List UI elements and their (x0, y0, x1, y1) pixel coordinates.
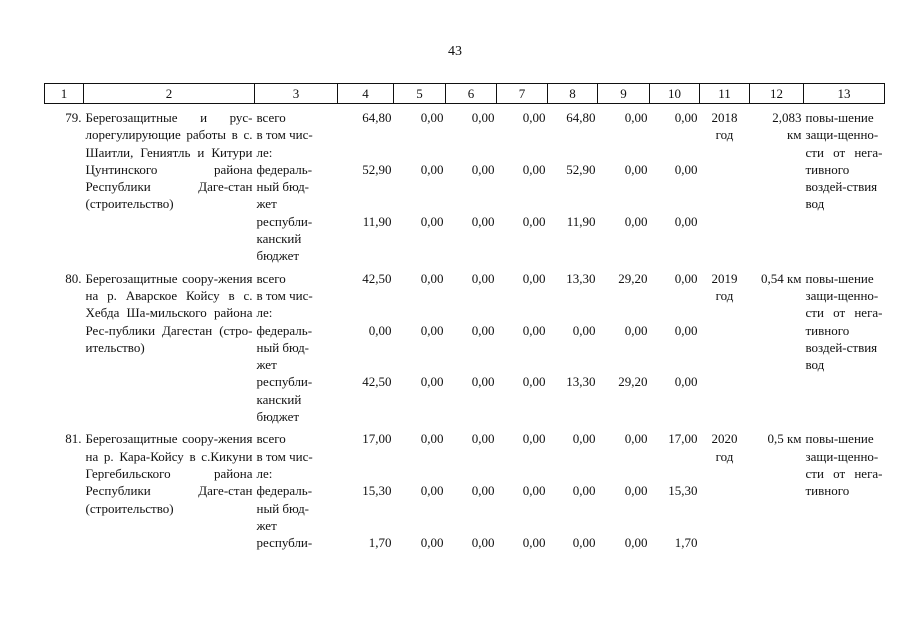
amount-total: 0,00 (624, 110, 648, 125)
amount-federal: 0,00 (624, 483, 648, 499)
table-row (45, 109, 885, 265)
amount-federal: 0,00 (420, 322, 444, 338)
amount-republic: 0,00 (674, 213, 698, 229)
funding-source-line: республи- (256, 535, 313, 551)
amount-cell (650, 270, 700, 426)
column-header: 9 (598, 84, 650, 104)
amount-total: 42,50 (362, 270, 392, 286)
row-index: 81. (65, 431, 82, 447)
column-header: 5 (394, 84, 446, 104)
funding-source-line: ный бюд- (256, 179, 310, 195)
completion-year-line: год (715, 448, 734, 464)
amount-total: 0,00 (420, 110, 444, 125)
amount-federal: 0,00 (420, 161, 444, 177)
amount-republic: 0,00 (420, 374, 444, 390)
amount-federal: 0,00 (624, 322, 648, 338)
amount-republic: 0,00 (522, 374, 546, 390)
amount-republic: 0,00 (471, 213, 495, 229)
funding-source (255, 109, 338, 265)
amount-republic: 0,00 (624, 535, 648, 551)
funding-source-line: федераль- (256, 483, 313, 499)
amount-cell (394, 270, 446, 426)
funding-source (255, 430, 338, 551)
amount-cell (598, 109, 650, 265)
completion-year-line: 2019 (711, 270, 738, 286)
funding-source-line: ле: (256, 305, 273, 321)
amount-total: 64,80 (362, 110, 392, 125)
amount-federal: 0,00 (674, 161, 698, 177)
capacity (750, 430, 804, 551)
completion-year-line: год (715, 287, 734, 303)
amount-federal: 0,00 (522, 161, 546, 177)
funding-source-line: в том чис- (256, 127, 313, 143)
column-header: 11 (700, 84, 750, 104)
column-header: 2 (84, 84, 255, 104)
funding-source-line: жет (256, 517, 277, 533)
funding-source-line: бюджет (256, 248, 300, 264)
funding-source-line: всего (256, 110, 286, 125)
column-header: 6 (446, 84, 497, 104)
column-header: 13 (804, 84, 885, 104)
amount-federal: 0,00 (572, 322, 596, 338)
funding-source-line: всего (256, 270, 286, 286)
completion-year-line: 2018 (711, 110, 738, 125)
amount-federal: 0,00 (471, 483, 495, 499)
amount-cell (394, 109, 446, 265)
amount-total: 17,00 (362, 431, 392, 447)
amount-cell (650, 430, 700, 551)
capacity-line: км (786, 127, 802, 143)
amount-cell (497, 109, 548, 265)
table-row (45, 430, 885, 551)
amount-federal: 52,90 (566, 161, 596, 177)
completion-year (700, 430, 750, 551)
completion-year (700, 109, 750, 265)
amount-republic: 0,00 (572, 535, 596, 551)
header-row (45, 84, 885, 104)
funding-source-line: федераль- (256, 161, 313, 177)
capacity (750, 270, 804, 426)
amount-total: 0,00 (572, 431, 596, 447)
amount-cell (548, 109, 598, 265)
amount-cell (338, 430, 394, 551)
amount-federal: 0,00 (674, 322, 698, 338)
row-index: 80. (65, 270, 82, 286)
amount-total: 0,00 (420, 431, 444, 447)
funding-source-line: в том чис- (256, 287, 313, 303)
funding-source-line: федераль- (256, 322, 313, 338)
funding-source-line: ле: (256, 465, 273, 481)
amount-cell (497, 270, 548, 426)
amount-cell (394, 430, 446, 551)
amount-republic: 0,00 (674, 374, 698, 390)
amount-cell (548, 430, 598, 551)
amount-total: 13,30 (566, 270, 596, 286)
funding-source-line: жет (256, 196, 277, 212)
completion-year-line: год (715, 127, 734, 143)
amount-federal: 0,00 (522, 322, 546, 338)
amount-republic: 1,70 (368, 535, 392, 551)
amount-total: 0,00 (471, 110, 495, 125)
amount-cell (446, 270, 497, 426)
capacity-line: 0,5 км (767, 431, 802, 447)
purpose: повы-шение защи-щенно-сти от нега-тивного (805, 431, 883, 499)
amount-federal: 0,00 (624, 161, 648, 177)
column-header: 10 (650, 84, 700, 104)
program-table (44, 83, 885, 551)
funding-source (255, 270, 338, 426)
amount-total: 17,00 (668, 431, 698, 447)
amount-cell (598, 430, 650, 551)
amount-cell (446, 109, 497, 265)
column-header: 1 (45, 84, 84, 104)
funding-source-line: в том чис- (256, 448, 313, 464)
column-header: 7 (497, 84, 548, 104)
amount-federal: 0,00 (471, 161, 495, 177)
amount-total: 0,00 (674, 110, 698, 125)
amount-federal: 0,00 (368, 322, 392, 338)
funding-source-line: ный бюд- (256, 500, 310, 516)
purpose: повы-шение защи-щенно-сти от нега-тивного воздей-ствия вод (805, 270, 883, 373)
page-number: 43 (448, 44, 462, 59)
object-description: Берегозащитные соору-жения на р. Аварское Койсу в с. Хебда Ша-мильского района Рес-публики Дагестан (стро-ительство) (85, 270, 253, 355)
funding-source-line: всего (256, 431, 286, 447)
amount-republic: 29,20 (618, 374, 648, 390)
amount-total: 0,00 (471, 431, 495, 447)
amount-cell (338, 109, 394, 265)
column-header: 3 (255, 84, 338, 104)
amount-republic: 11,90 (362, 213, 392, 229)
amount-federal: 0,00 (572, 483, 596, 499)
completion-year-line: 2020 (711, 431, 738, 447)
amount-republic: 13,30 (566, 374, 596, 390)
amount-cell (548, 270, 598, 426)
table-row (45, 270, 885, 426)
capacity-line: 2,083 (772, 110, 802, 125)
amount-federal: 0,00 (471, 322, 495, 338)
amount-total: 64,80 (566, 110, 596, 125)
amount-republic: 1,70 (674, 535, 698, 551)
amount-total: 0,00 (674, 270, 698, 286)
amount-republic: 42,50 (362, 374, 392, 390)
amount-cell (497, 430, 548, 551)
amount-republic: 0,00 (624, 213, 648, 229)
amount-republic: 0,00 (522, 535, 546, 551)
amount-cell (650, 109, 700, 265)
amount-total: 0,00 (522, 431, 546, 447)
funding-source-line: ный бюд- (256, 339, 310, 355)
completion-year (700, 270, 750, 426)
amount-total: 0,00 (420, 270, 444, 286)
column-header: 4 (338, 84, 394, 104)
column-header: 12 (750, 84, 804, 104)
column-header: 8 (548, 84, 598, 104)
amount-republic: 0,00 (471, 535, 495, 551)
funding-source-line: республи- (256, 213, 313, 229)
funding-source-line: республи- (256, 374, 313, 390)
purpose: повы-шение защи-щенно-сти от нега-тивного воздей-ствия вод (805, 110, 883, 212)
object-description: Берегозащитные соору-жения на р. Кара-Койсу в с.Кикуни Гергебильского района Республики Даге-стан (строительство) (85, 431, 253, 516)
amount-federal: 0,00 (420, 483, 444, 499)
amount-cell (446, 430, 497, 551)
amount-federal: 0,00 (522, 483, 546, 499)
amount-federal: 15,30 (668, 483, 698, 499)
funding-source-line: ле: (256, 144, 273, 160)
amount-federal: 52,90 (362, 161, 392, 177)
amount-republic: 0,00 (522, 213, 546, 229)
amount-federal: 15,30 (362, 483, 392, 499)
capacity (750, 109, 804, 265)
amount-total: 0,00 (471, 270, 495, 286)
amount-cell (598, 270, 650, 426)
funding-source-line: канский (256, 391, 302, 407)
amount-total: 0,00 (624, 431, 648, 447)
amount-total: 0,00 (522, 270, 546, 286)
amount-republic: 0,00 (471, 374, 495, 390)
amount-republic: 11,90 (566, 213, 596, 229)
object-description: Берегозащитные и рус-лорегулирующие работы в с. Шаитли, Гениятль и Китури Цунтинского района Республики Даге-стан (строительство) (85, 110, 253, 212)
funding-source-line: канский (256, 231, 302, 247)
amount-total: 0,00 (522, 110, 546, 125)
capacity-line: 0,54 км (760, 270, 802, 286)
row-index: 79. (65, 110, 82, 125)
funding-source-line: жет (256, 357, 277, 373)
amount-cell (338, 270, 394, 426)
amount-total: 29,20 (618, 270, 648, 286)
funding-source-line: бюджет (256, 409, 300, 425)
amount-republic: 0,00 (420, 535, 444, 551)
amount-republic: 0,00 (420, 213, 444, 229)
